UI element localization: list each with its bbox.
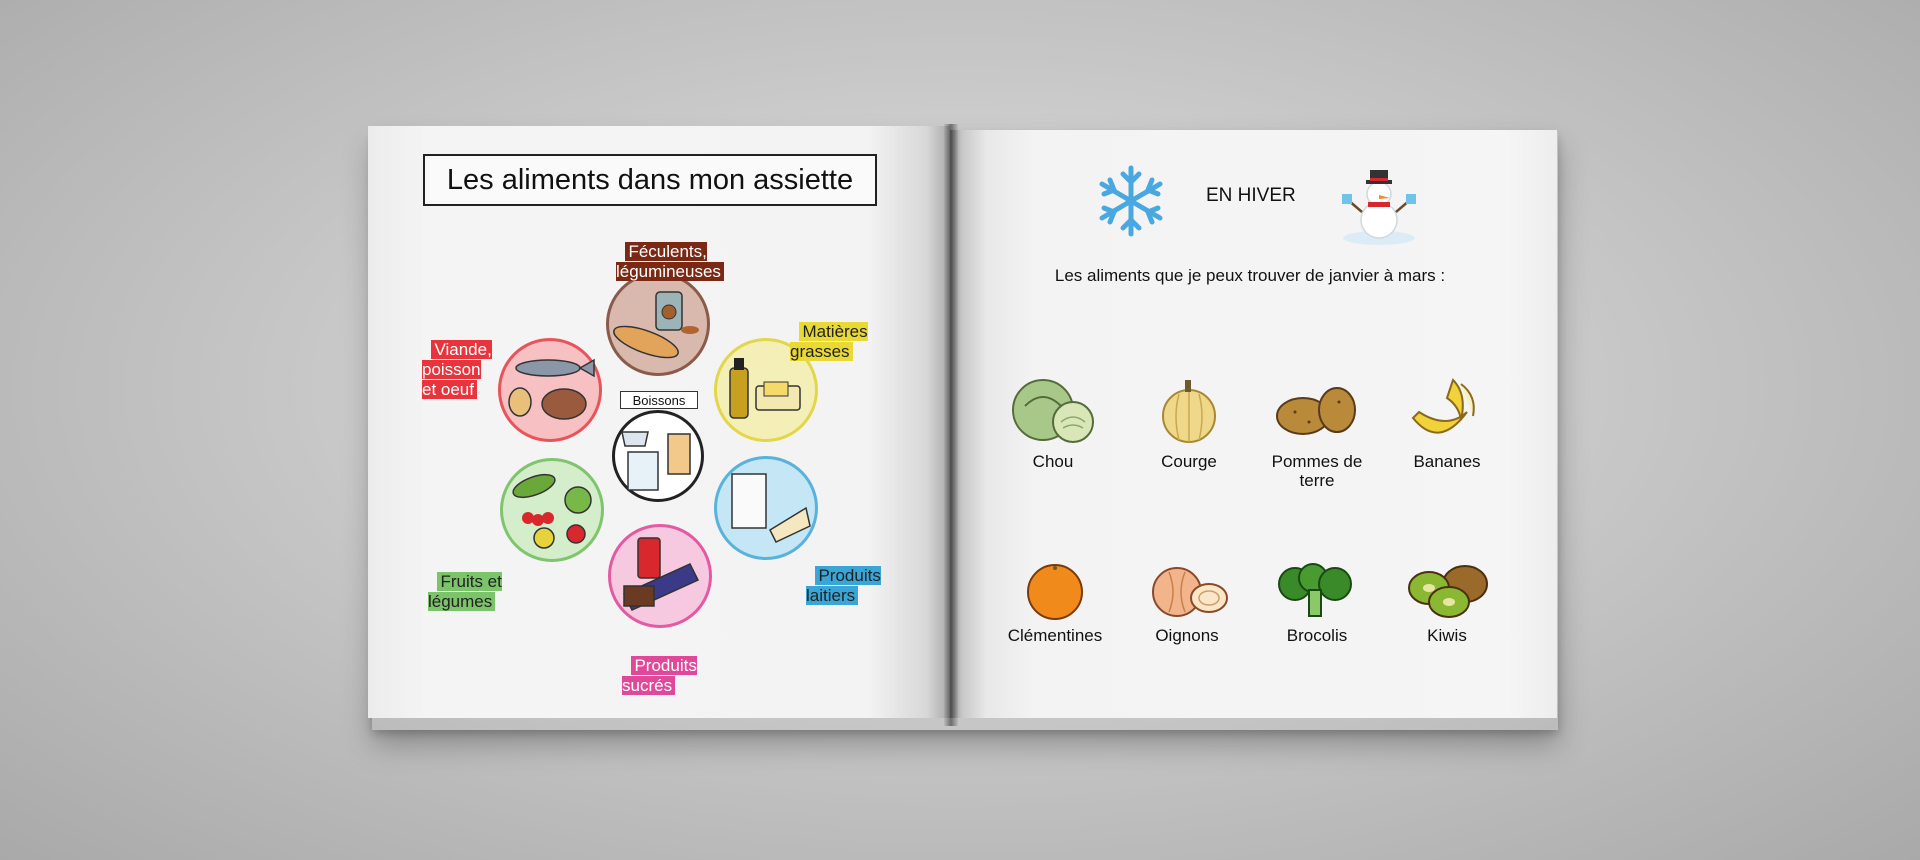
cabbage-icon (1005, 372, 1101, 446)
milk-cheese-icon (714, 456, 818, 560)
food-name: Bananes (1413, 452, 1481, 471)
snowflake-icon (1094, 164, 1168, 238)
food-name: Kiwis (1427, 626, 1467, 645)
label-fruits-legumes (428, 552, 502, 612)
season-heading: EN HIVER (1206, 185, 1296, 206)
page-subtitle: Les aliments que je peux trouver de janvier à mars : (1054, 266, 1446, 285)
food-item (990, 560, 1120, 645)
label-produits-sucres (622, 636, 697, 696)
clementine-icon (1007, 560, 1103, 620)
food-item (988, 372, 1118, 471)
food-name: Clémentines (1007, 626, 1103, 645)
fruits-vegetables-icon (500, 458, 604, 562)
onion-icon (1139, 560, 1235, 620)
label-matieres-grasses-text: Matières grasses (790, 322, 868, 361)
food-item (1382, 372, 1512, 471)
kiwi-icon (1399, 560, 1495, 620)
squash-icon (1141, 372, 1237, 446)
label-produits-laitiers (806, 546, 881, 606)
food-item (1382, 560, 1512, 645)
sweets-icon (608, 524, 712, 628)
drinks-icon (612, 410, 702, 500)
food-item (1252, 372, 1382, 490)
label-produits-laitiers-text: Produits laitiers (806, 566, 881, 605)
label-feculents (616, 222, 724, 282)
food-name: Brocolis (1286, 626, 1348, 645)
label-feculents-text: Féculents, légumineuses (616, 242, 724, 281)
label-fruits-legumes-text: Fruits et légumes (428, 572, 502, 611)
label-viande-text: Viande, poisson et oeuf (422, 340, 492, 399)
fish-meat-egg-icon (498, 338, 602, 442)
bread-cookies-icon (606, 272, 710, 376)
food-name: Oignons (1155, 626, 1219, 645)
potatoes-icon (1269, 372, 1365, 446)
snowman-icon (1340, 164, 1418, 246)
page-title: Les aliments dans mon assiette (423, 154, 877, 206)
label-matieres-grasses (790, 302, 868, 362)
label-produits-sucres-text: Produits sucrés (622, 656, 697, 695)
boissons-label: Boissons (620, 391, 698, 409)
food-item (1252, 560, 1382, 645)
banana-icon (1399, 372, 1495, 446)
book-gutter (944, 124, 958, 726)
food-name: Pommes de terre (1271, 452, 1363, 490)
food-item (1124, 372, 1254, 471)
food-name: Chou (1032, 452, 1074, 471)
broccoli-icon (1269, 560, 1365, 620)
label-viande (422, 320, 492, 400)
food-item (1122, 560, 1252, 645)
food-name: Courge (1161, 452, 1217, 471)
